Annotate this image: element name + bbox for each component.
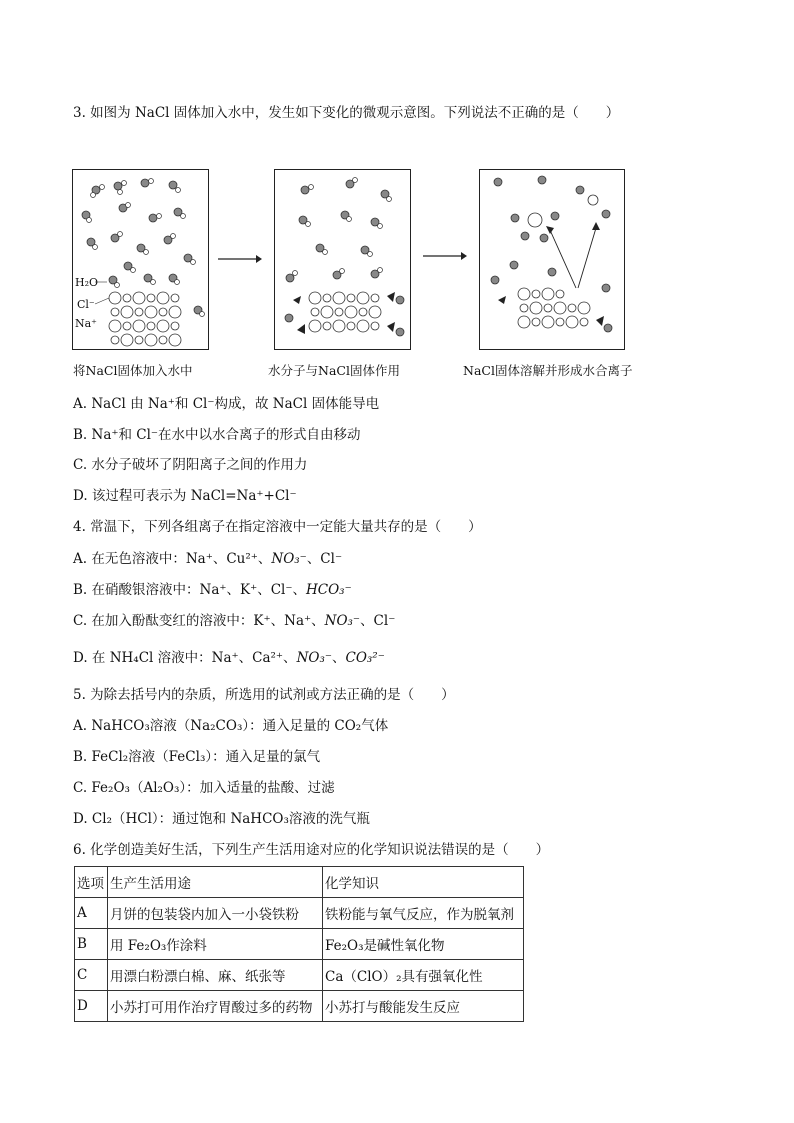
table-cell: 铁粉能与氧气反应，作为脱氧剂 [323,898,524,929]
q4-option-a [73,550,342,568]
table-row [75,991,524,1022]
table-row [75,960,524,991]
table-header-cell: 选项 [75,867,108,898]
water-nacl-illustration-3 [480,170,624,349]
q3-option-a: A. NaCl 由 Na⁺和 Cl⁻构成，故 NaCl 固体能导电 [73,396,380,412]
q5-stem: 5. 为除去括号内的杂质，所选用的试剂或方法正确的是（ ） [73,687,455,703]
table-header-cell: 生产生活用途 [108,867,323,898]
water-nacl-illustration-2 [275,170,410,349]
q4-a-pre: A. 在无色溶液中：Na⁺、Cu²⁺、 [73,551,272,567]
q4-option-c [73,612,395,630]
table-cell: 小苏打与酸能发生反应 [323,991,524,1022]
q4-d-post: 、 [331,650,346,666]
q4-option-b [73,581,352,599]
cl-label: Cl⁻ [77,298,95,311]
table-cell: 用 Fe₂O₃作涂料 [108,929,323,960]
q3-option-d: D. 该过程可表示为 NaCl=Na⁺+Cl⁻ [73,488,297,504]
na-label: Na⁺ [75,317,97,330]
q3-option-b: B. Na⁺和 Cl⁻在水中以水合离子的形式自由移动 [73,427,361,443]
q4-option-d [73,649,385,667]
table-cell: Fe₂O₃是碱性氧化物 [323,929,524,960]
table-cell: A [75,898,108,929]
q5-option-b: B. FeCl₂溶液（FeCl₃）：通入足量的氯气 [73,749,321,765]
q4-a-ion: NO₃⁻ [271,551,307,567]
q4-c-post: 、Cl⁻ [360,613,396,629]
q4-b-pre: B. 在硝酸银溶液中：Na⁺、K⁺、Cl⁻、 [73,582,306,598]
q5-option-c: C. Fe₂O₃（Al₂O₃）：加入适量的盐酸、过滤 [73,780,335,796]
table-cell: B [75,929,108,960]
table-cell: D [75,991,108,1022]
water-nacl-illustration-1 [73,170,208,349]
caption-panel-3: NaCl固体溶解并形成水合离子 [463,363,633,378]
arrow-icon-1 [218,253,262,265]
q3-stem: 3. 如图为 NaCl 固体加入水中，发生如下变化的微观示意图。下列说法不正确的是（ ） [73,105,620,121]
table-cell: C [75,960,108,991]
caption-panel-2: 水分子与NaCl固体作用 [268,363,400,378]
q4-c-pre: C. 在加入酚酞变红的溶液中：K⁺、Na⁺、 [73,613,325,629]
q4-d-ion: NO₃⁻ [296,650,332,666]
q4-a-post: 、Cl⁻ [306,551,343,567]
q6-table [74,866,524,1022]
table-cell: 小苏打可用作治疗胃酸过多的药物 [108,991,323,1022]
diagram-panel-1 [72,169,209,350]
table-cell: 月饼的包装袋内加入一小袋铁粉 [108,898,323,929]
q4-d-pre: D. 在 NH₄Cl 溶液中：Na⁺、Ca²⁺、 [73,650,297,666]
arrow-icon-2 [423,250,467,262]
q4-c-ion: NO₃⁻ [324,613,361,629]
caption-panel-1: 将NaCl固体加入水中 [73,363,193,378]
q3-option-c: C. 水分子破坏了阴阳离子之间的作用力 [73,457,308,473]
q5-option-a: A. NaHCO₃溶液（Na₂CO₃）：通入足量的 CO₂气体 [73,718,389,734]
diagram-panel-3 [479,169,625,350]
table-row [75,929,524,960]
h2o-label: H₂O [75,276,99,289]
table-header-row [75,867,524,898]
table-cell: Ca（ClO）₂具有强氧化性 [323,960,524,991]
q5-option-d: D. Cl₂（HCl）：通过饱和 NaHCO₃溶液的洗气瓶 [73,811,370,827]
q4-b-ion: HCO₃⁻ [305,582,352,598]
q4-stem: 4. 常温下，下列各组离子在指定溶液中一定能大量共存的是（ ） [73,519,482,535]
q4-d-ion2: CO₃²⁻ [345,650,385,666]
diagram-panel-2 [274,169,411,350]
q6-stem: 6. 化学创造美好生活，下列生产生活用途对应的化学知识说法错误的是（ ） [73,842,550,858]
table-header-cell: 化学知识 [323,867,524,898]
table-row [75,898,524,929]
table-cell: 用漂白粉漂白棉、麻、纸张等 [108,960,323,991]
